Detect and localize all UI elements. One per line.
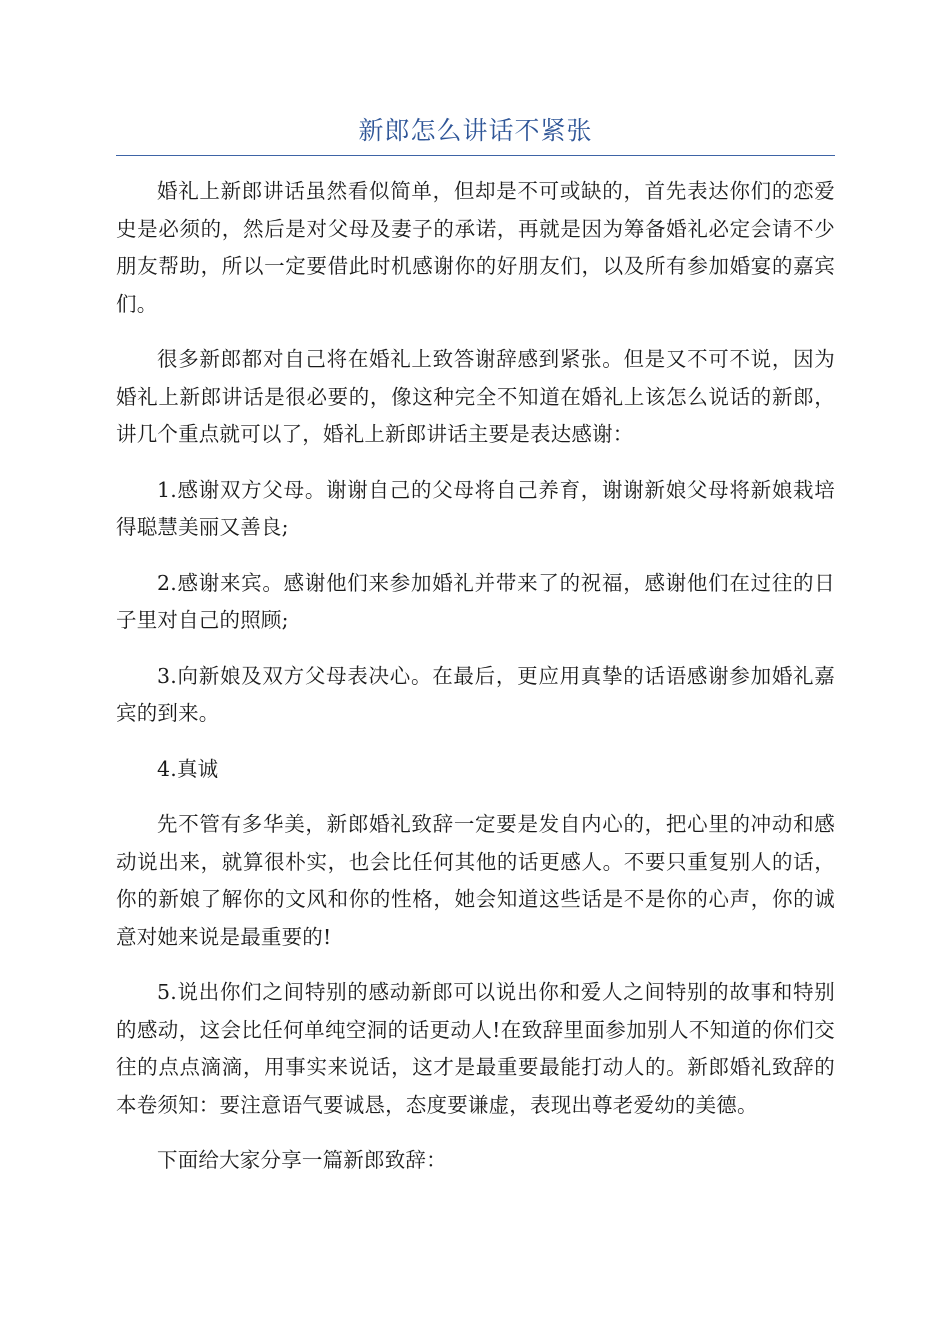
paragraph-nervous: 很多新郎都对自己将在婚礼上致答谢辞感到紧张。但是又不可不说，因为婚礼上新郎讲话是很必要的，像这种完全不知道在婚礼上该怎么说话的新郎，讲几个重点就可以了，婚礼上新郎讲话主要是表达感谢：	[116, 347, 835, 446]
document-page	[116, 112, 835, 1198]
paragraph-point-4: 4.真诚	[157, 756, 219, 781]
paragraph-intro: 婚礼上新郎讲话虽然看似简单，但却是不可或缺的，首先表达你们的恋爱史是必须的，然后是对父母及妻子的承诺，再就是因为筹备婚礼必定会请不少朋友帮助，所以一定要借此时机感谢你的好朋友们，以及所有参加婚宴的嘉宾们。	[116, 179, 835, 316]
paragraph-point-2: 2.感谢来宾。感谢他们来参加婚礼并带来了的祝福，感谢他们在过往的日子里对自己的照顾;	[116, 570, 835, 632]
paragraph-point-5: 5.说出你们之间特别的感动新郎可以说出你和爱人之间特别的故事和特别的感动，这会比任何单纯空洞的话更动人!在致辞里面参加别人不知道的你们交往的点点滴滴，用事实来说话，这才是最重要最能打动人的。新郎婚礼致辞的本卷须知：要注意语气要诚恳，态度要谦虚，表现出尊老爱幼的美德。	[116, 980, 835, 1117]
paragraph-closing: 下面给大家分享一篇新郎致辞：	[157, 1148, 447, 1172]
document-title: 新郎怎么讲话不紧张	[358, 116, 593, 145]
title-underline	[116, 155, 835, 156]
paragraph-point-3: 3.向新娘及双方父母表决心。在最后，更应用真挚的话语感谢参加婚礼嘉宾的到来。	[116, 663, 835, 725]
paragraph-sincerity: 先不管有多华美，新郎婚礼致辞一定要是发自内心的，把心里的冲动和感动说出来，就算很朴实，也会比任何其他的话更感人。不要只重复别人的话，你的新娘了解你的文风和你的性格，她会知道这些话是不是你的心声，你的诚意对她来说是最重要的!	[116, 812, 835, 949]
paragraph-point-1: 1.感谢双方父母。谢谢自己的父母将自己养育，谢谢新娘父母将新娘栽培得聪慧美丽又善良;	[116, 477, 835, 539]
